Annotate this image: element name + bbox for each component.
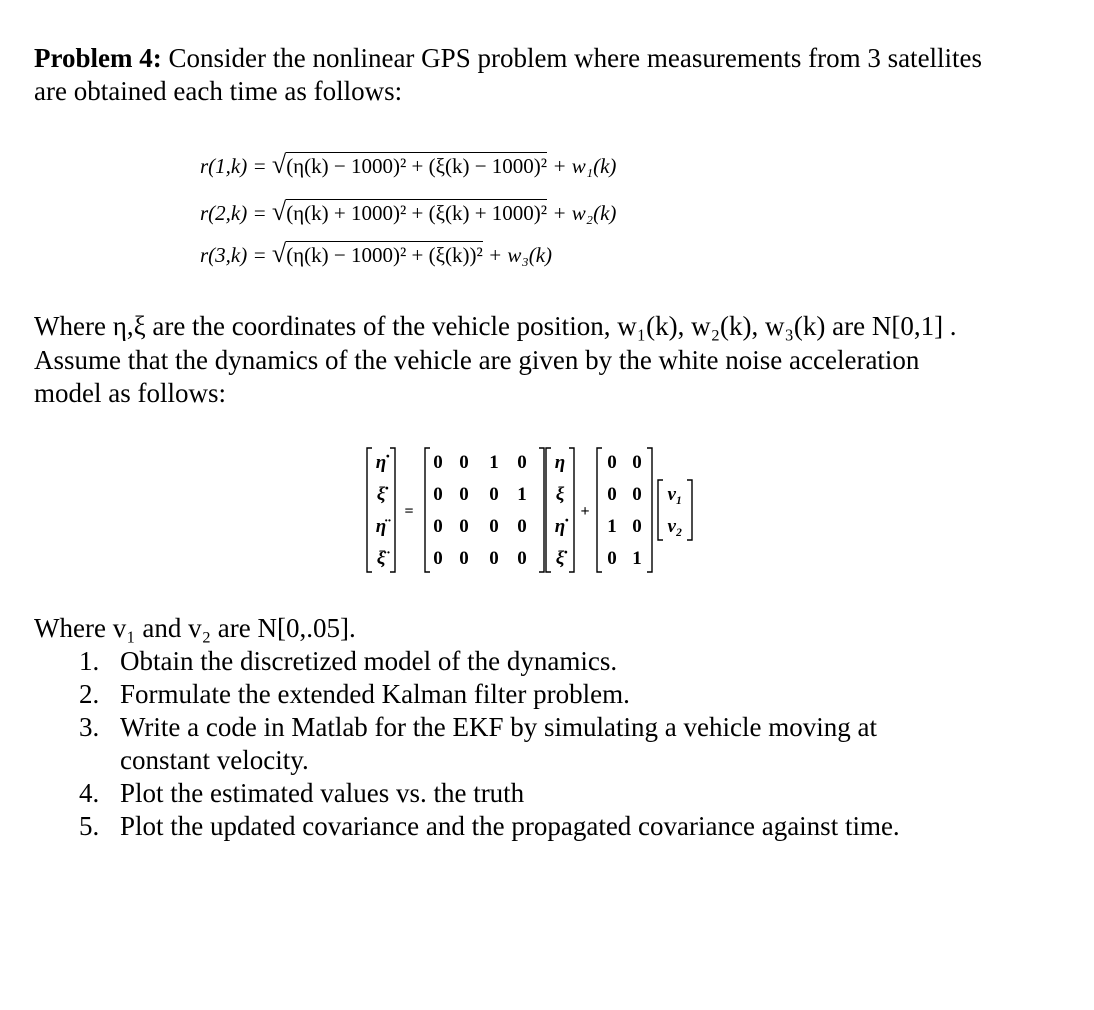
task-item bbox=[79, 810, 900, 843]
state-vector-right-bracket bbox=[569, 448, 574, 572]
a-matrix-entry: 0 bbox=[459, 516, 469, 537]
noise-vector-entry: v₂ bbox=[667, 516, 683, 537]
b-matrix-entry: 0 bbox=[632, 516, 642, 537]
where-line-2: Assume that the dynamics of the vehicle are given by the white noise acceleration bbox=[34, 345, 920, 375]
problem-label: Problem 4: bbox=[34, 43, 162, 73]
a-matrix-entry: 0 bbox=[489, 484, 499, 505]
task-text: Plot the estimated values vs. the truth bbox=[120, 778, 525, 808]
a-matrix-entry: 0 bbox=[433, 452, 443, 473]
where-line-1: Where η,ξ are the coordinates of the vehicle position, w₁(k), w₂(k), w₃(k) are N[0,1] . bbox=[34, 311, 957, 341]
b-matrix-entry: 0 bbox=[607, 548, 617, 569]
a-matrix-right-bracket bbox=[539, 448, 544, 572]
task-text: Obtain the discretized model of the dynamics. bbox=[120, 646, 618, 676]
a-matrix-entry: 0 bbox=[517, 548, 527, 569]
state-vector-entry: η bbox=[554, 452, 566, 473]
b-matrix-right-bracket bbox=[647, 448, 652, 572]
a-matrix-entry: 0 bbox=[517, 452, 527, 473]
a-matrix-entry: 0 bbox=[489, 516, 499, 537]
state-vector-entry: ξ̇ bbox=[555, 548, 565, 569]
task-number: 2. bbox=[79, 679, 100, 709]
noise-vector-right-bracket bbox=[687, 480, 692, 540]
problem-intro-text: Consider the nonlinear GPS problem where measurements from 3 satellites bbox=[168, 43, 983, 73]
state-vector-left-bracket bbox=[546, 448, 551, 572]
equation-noise: + w₁(k) bbox=[552, 154, 617, 178]
task-item bbox=[79, 744, 309, 777]
equation-noise: + w₂(k) bbox=[552, 201, 617, 225]
noise-line: Where v₁ and v₂ are N[0,.05]. bbox=[34, 613, 356, 643]
b-matrix-entry: 0 bbox=[607, 452, 617, 473]
a-matrix-entry: 0 bbox=[459, 484, 469, 505]
a-matrix-entry: 0 bbox=[433, 516, 443, 537]
task-text: Write a code in Matlab for the EKF by simulating a vehicle moving at bbox=[120, 712, 877, 742]
b-matrix-entry: 0 bbox=[632, 452, 642, 473]
a-matrix-entry: 0 bbox=[459, 452, 469, 473]
equals-sign: = bbox=[404, 503, 414, 520]
b-matrix-entry: 0 bbox=[632, 484, 642, 505]
state-vector-entry: η̇ bbox=[554, 516, 566, 537]
a-matrix-entry: 1 bbox=[489, 452, 499, 473]
sqrt-icon: √ bbox=[271, 150, 287, 179]
task-item bbox=[79, 777, 524, 810]
lhs-vector-entry: η̈ bbox=[375, 516, 387, 537]
where-line-3: model as follows: bbox=[34, 378, 226, 408]
lhs-vector-entry: ξ̈ bbox=[376, 548, 386, 569]
task-item bbox=[79, 645, 617, 678]
task-text: Formulate the extended Kalman filter problem. bbox=[120, 679, 630, 709]
equation-lhs: r(1,k) = bbox=[200, 154, 267, 178]
problem-intro-line2: are obtained each time as follows: bbox=[34, 76, 403, 106]
equation-radicand: (η(k) − 1000)² + (ξ(k))² bbox=[286, 243, 483, 267]
task-text: Plot the updated covariance and the propagated covariance against time. bbox=[120, 811, 900, 841]
lhs-vector-entry: η̇ bbox=[375, 452, 387, 473]
equation-noise: + w₃(k) bbox=[488, 243, 553, 267]
sqrt-icon: √ bbox=[271, 197, 287, 226]
b-matrix-entry: 1 bbox=[607, 516, 617, 537]
task-text: constant velocity. bbox=[120, 745, 309, 775]
a-matrix-entry: 1 bbox=[517, 484, 527, 505]
equation-radicand: (η(k) − 1000)² + (ξ(k) − 1000)² bbox=[286, 154, 548, 178]
equation-lhs: r(3,k) = bbox=[200, 243, 267, 267]
task-item bbox=[79, 678, 630, 711]
task-number: 3. bbox=[79, 712, 100, 742]
a-matrix-entry: 0 bbox=[459, 548, 469, 569]
noise-vector-entry: v₁ bbox=[667, 484, 683, 505]
task-number: 4. bbox=[79, 778, 100, 808]
equation-lhs: r(2,k) = bbox=[200, 201, 267, 225]
lhs-vector-entry: ξ̇ bbox=[376, 484, 386, 505]
equation-radicand: (η(k) + 1000)² + (ξ(k) + 1000)² bbox=[286, 201, 548, 225]
state-vector-entry: ξ bbox=[555, 484, 565, 505]
lhs-vector-right-bracket bbox=[390, 448, 395, 572]
b-matrix-entry: 0 bbox=[607, 484, 617, 505]
b-matrix-left-bracket bbox=[597, 448, 602, 572]
a-matrix-entry: 0 bbox=[517, 516, 527, 537]
b-matrix-entry: 1 bbox=[632, 548, 642, 569]
task-item bbox=[79, 711, 877, 744]
lhs-vector-left-bracket bbox=[367, 448, 372, 572]
a-matrix-left-bracket bbox=[425, 448, 430, 572]
sqrt-icon: √ bbox=[271, 239, 287, 268]
noise-vector-left-bracket bbox=[658, 480, 663, 540]
plus-sign: + bbox=[580, 503, 590, 520]
a-matrix-entry: 0 bbox=[489, 548, 499, 569]
task-number: 5. bbox=[79, 811, 100, 841]
task-number: 1. bbox=[79, 646, 100, 676]
a-matrix-entry: 0 bbox=[433, 484, 443, 505]
a-matrix-entry: 0 bbox=[433, 548, 443, 569]
